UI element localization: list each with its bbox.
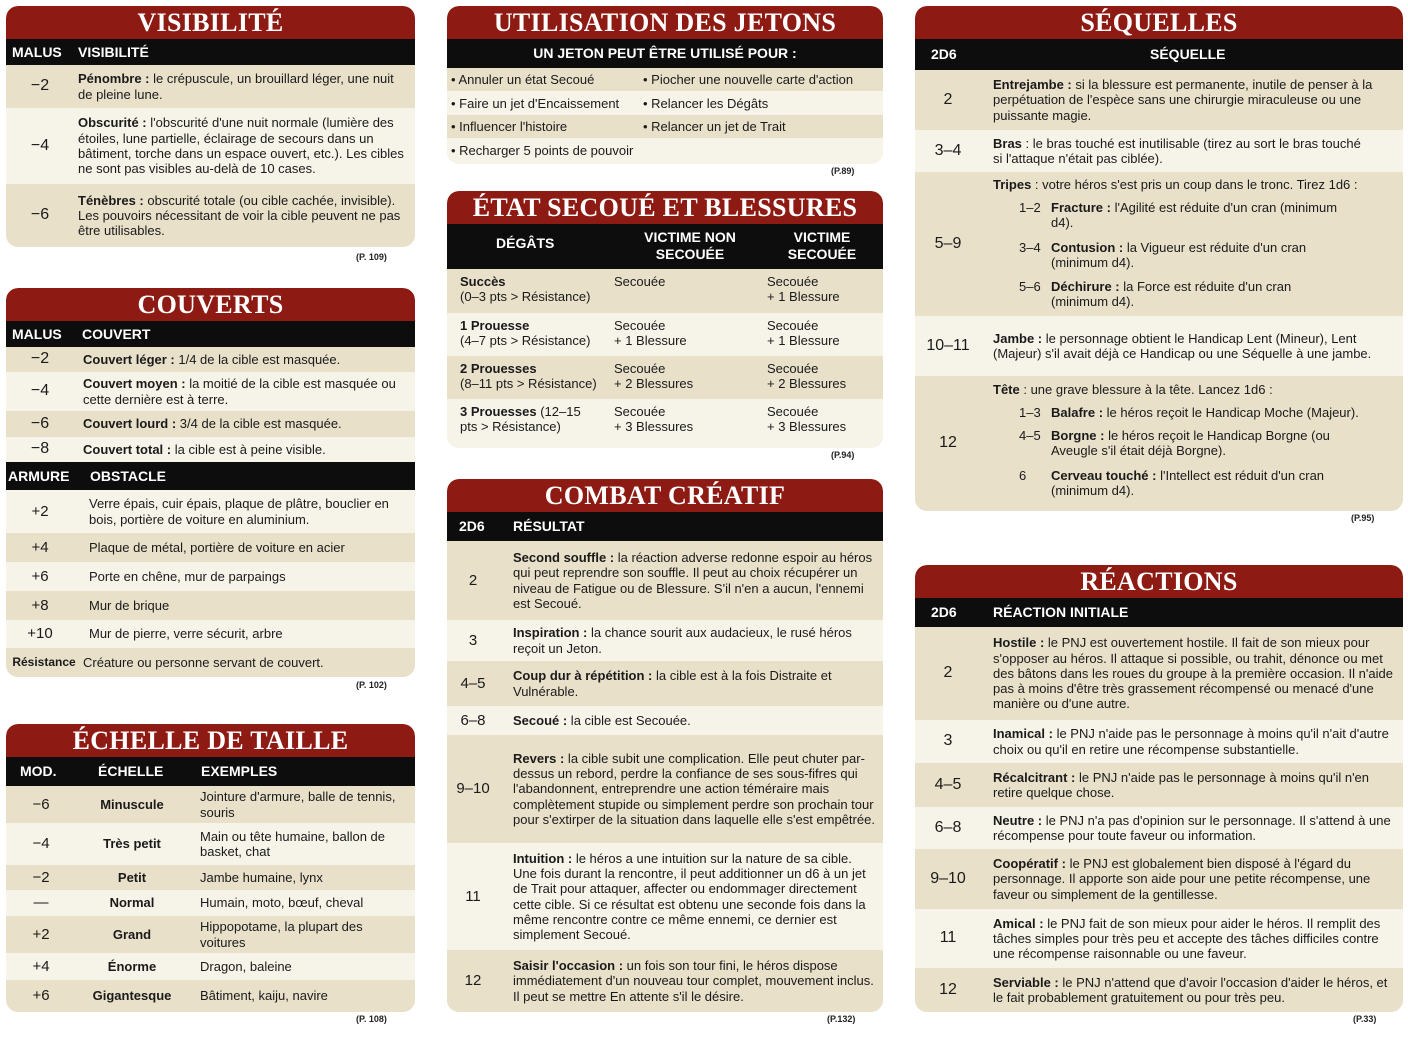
injuries-roll: 5–9 [934,234,962,252]
cover-text: la cible est à peine visible. [171,441,326,457]
reactions-header-initial: RÉACTION INITIALE [993,604,1129,620]
creative-combat-panel [447,479,883,1012]
tokens-panel [447,6,883,164]
size-examples: Humain, moto, bœuf, cheval [200,895,364,911]
injuries-row [915,130,1403,172]
injuries-sub-roll: 1–2 [1019,200,1041,215]
token-use-item: • Recharger 5 points de pouvoir [451,143,634,158]
combat-row [447,541,883,620]
combat-label: Secoué : [513,712,568,728]
size-mod: −2 [32,868,50,886]
reaction-label: Coopératif : [993,856,1066,871]
shaken-row [447,356,883,399]
armor-text: Mur de pierre, verre sécurit, arbre [89,626,283,642]
armor-row [6,562,415,591]
reactions-panel [915,565,1403,1012]
armor-header [6,462,415,490]
armor-value: +6 [31,567,49,585]
combat-header-2d6: 2D6 [459,518,485,534]
shaken-result-detail: (8–11 pts > Résistance) [460,376,597,392]
token-use-item: • Piocher une nouvelle carte d'action [643,72,854,87]
shaken-result-detail: (4–7 pts > Résistance) [460,333,591,349]
size-scale-panel [6,724,415,1012]
size-row [6,865,415,890]
combat-label: Revers : [513,750,565,766]
armor-row [6,533,415,562]
shaken-effect-extra: + 1 Blessure [767,333,840,349]
reactions-title: RÉACTIONS [915,565,1403,598]
shaken-effect: Secouée [767,361,819,376]
injuries-label: Tête [993,382,1020,397]
visibility-malus: −4 [30,136,50,154]
armor-row [6,490,415,533]
visibility-row [6,65,415,108]
not-shaken-effect-extra: + 1 Blessure [614,333,687,349]
armor-row [6,591,415,620]
reaction-label: Récalcitrant : [993,769,1076,785]
injuries-page-ref: (P.95) [1351,513,1375,523]
combat-row [447,706,883,735]
reaction-row [915,909,1403,968]
tokens-page-ref: (P.89) [831,166,855,176]
combat-roll: 4–5 [460,674,486,692]
reaction-label: Neutre : [993,812,1043,828]
size-header-examples: EXEMPLES [201,763,278,779]
size-scale: Grand [112,926,152,942]
reaction-roll: 11 [939,929,957,947]
shaken-result-range: (12–15 [536,404,581,419]
injuries-text: : une grave blessure à la tête. Lancez 1d6 : [1019,382,1273,397]
combat-text: la cible subit une complication. Elle peut chuter par-dessus un rebord, perdre la confiance de ses sous-fifres qui l'abandonnent, entreprendre une action téméraire mais complètement stupide ou simplement perdre son prochain tour pour s'extirper de la situation dans laquelle elle s'est empêtrée. [513,750,875,827]
size-mod: +2 [32,925,50,943]
visibility-malus: −6 [30,206,50,224]
combat-row [447,950,883,1012]
injuries-roll: 12 [939,434,957,452]
injuries-sub-roll: 3–4 [1019,240,1041,255]
visibility-header-visibility: VISIBILITÉ [78,44,149,60]
size-header-mod: MOD. [20,763,57,779]
combat-row [447,843,883,950]
cover-row [6,372,415,411]
visibility-panel [6,6,415,247]
token-use-item: • Relancer un jet de Trait [643,119,786,134]
size-scale-title: ÉCHELLE DE TAILLE [6,724,415,757]
cover-malus: −4 [30,382,50,400]
reaction-roll: 6–8 [934,818,962,836]
combat-text: un fois son tour fini, le héros dispose immédiatement d'un nouveau tour complet, mouvement inclus. Il peut se mettre En attente s'il le désire. [513,958,874,1004]
shaken-header-not-shaken-line2: SECOUÉE [655,246,725,262]
injuries-label: Tripes [993,177,1032,192]
shaken-header [447,224,883,269]
combat-label: Saisir l'occasion : [513,958,624,973]
cover-label: Couvert lourd : [83,416,177,432]
size-mod: — [33,894,49,912]
combat-row [447,661,883,706]
shaken-result-detail: pts > Résistance) [460,419,561,435]
combat-text: la cible est à la fois Distraite et Vulnérable. [513,668,832,699]
token-use-item: • Faire un jet d'Encaissement [451,96,620,111]
size-examples: Bâtiment, kaiju, navire [200,988,328,1004]
injuries-row [915,70,1403,130]
visibility-row [6,184,415,247]
visibility-text: l'obscurité d'une nuit normale (lumière des étoiles, lune partielle, éclairage de secours dans un bâtiment, torche dans un espace ouvert, etc.). Les cibles ne sont pas visibles au-delà de 10 cases. [78,115,404,177]
reaction-roll: 12 [939,980,957,998]
shaken-effect-extra: + 3 Blessures [767,419,847,435]
injuries-text: le personnage obtient le Handicap Lent (Mineur), Lent (Majeur) s'il avait déjà ce Handicap ou une Séquelle à une jambe. [993,330,1372,361]
shaken-result: 3 Prouesses [460,404,537,419]
size-mod: −4 [32,835,50,853]
cover-row [6,411,415,437]
reaction-roll: 4–5 [934,775,962,793]
cover-malus: −2 [30,350,50,368]
injuries-panel [915,6,1403,511]
visibility-label: Pénombre : [78,71,150,87]
shaken-header-shaken-line1: VICTIME [793,229,851,245]
combat-roll: 6–8 [460,711,486,729]
combat-text: la chance sourit aux audacieux, le rusé héros reçoit un Jeton. [513,625,852,656]
combat-roll: 12 [464,972,482,990]
injuries-sub-label: Cerveau touché : [1051,468,1157,483]
reaction-roll: 2 [943,664,953,682]
reaction-row [915,807,1403,849]
injuries-row [915,376,1403,511]
shaken-result: 2 Prouesses [460,361,537,376]
armor-row [6,648,415,677]
injuries-sub-roll: 1–3 [1019,405,1041,420]
creative-combat-title: COMBAT CRÉATIF [447,479,883,512]
injuries-sub-label: Borgne : [1051,428,1105,443]
injuries-text: : votre héros s'est pris un coup dans le tronc. Tirez 1d6 : [1031,177,1358,192]
shaken-effect-extra: + 2 Blessures [767,376,847,392]
injuries-sub-text: la Vigueur est réduite d'un cran (minimum d4). [1051,240,1307,271]
armor-value: Résistance [12,655,76,670]
cover-title: COUVERTS [6,288,415,321]
size-scale: Très petit [103,836,161,852]
visibility-page-ref: (P. 109) [356,252,387,262]
shaken-panel [447,191,883,448]
cover-row [6,437,415,462]
cover-row [6,347,415,372]
reaction-label: Serviable : [993,974,1059,990]
not-shaken-effect: Secouée [614,404,666,419]
injuries-label: Bras [993,135,1022,151]
cover-page-ref: (P. 102) [356,680,387,690]
token-use-item: • Annuler un état Secoué [451,72,595,87]
visibility-row [6,108,415,184]
combat-label: Coup dur à répétition : [513,668,653,684]
injuries-header [915,39,1403,70]
injuries-sub-text: l'Intellect est réduit d'un cran (minimum d4). [1051,468,1325,499]
injuries-sub-roll: 4–5 [1019,428,1041,443]
injuries-label: Entrejambe : [993,77,1072,92]
injuries-sub-label: Balafre : [1051,405,1104,420]
shaken-effect: Secouée [767,404,819,419]
shaken-result: 1 Prouesse [460,318,530,333]
not-shaken-effect-extra: + 3 Blessures [614,419,694,435]
size-row [6,953,415,980]
shaken-header-not-shaken [615,229,765,263]
size-row [6,823,415,865]
injuries-title: SÉQUELLES [915,6,1403,39]
visibility-text: le crépuscule, un brouillard léger, une nuit de pleine lune. [78,71,394,102]
cover-malus: −6 [30,414,50,432]
visibility-header-malus: MALUS [12,44,62,60]
armor-value: +10 [27,625,53,643]
shaken-result: Succès [460,274,506,289]
size-examples: Main ou tête humaine, ballon de basket, chat [200,828,386,859]
reaction-row [915,849,1403,909]
shaken-header-not-shaken-line1: VICTIME NON [644,229,736,245]
armor-text: Mur de brique [89,597,170,613]
shaken-effect-extra: + 1 Blessure [767,289,840,305]
size-scale-header [6,757,415,786]
not-shaken-effect: Secouée [614,274,666,289]
armor-header-armor: ARMURE [8,468,70,484]
size-mod: +6 [32,987,50,1005]
shaken-page-ref: (P.94) [831,450,855,460]
injuries-header-2d6: 2D6 [931,46,957,62]
shaken-header-shaken [763,229,881,263]
reaction-row [915,627,1403,720]
reaction-roll: 3 [943,732,953,750]
combat-roll: 9–10 [456,780,490,798]
armor-value: +8 [31,596,49,614]
size-scale: Minuscule [100,796,164,812]
injuries-sub-roll: 5–6 [1019,279,1041,294]
combat-roll: 11 [465,887,481,905]
injuries-row [915,172,1403,316]
reaction-label: Hostile : [993,635,1045,651]
size-row [6,786,415,823]
armor-text: Porte en chêne, mur de parpaings [89,568,286,584]
cover-header-cover: COUVERT [82,326,151,342]
combat-header-result: RÉSULTAT [513,518,585,534]
size-mod: −6 [32,795,50,813]
armor-text: Verre épais, cuir épais, plaque de plâtre, bouclier en bois, portière de voiture en aluminium. [89,496,389,527]
injuries-sub-text: la Force est réduite d'un cran (minimum d4). [1051,279,1292,310]
cover-panel [6,288,415,677]
injuries-sub-roll: 6 [1019,468,1027,483]
armor-header-obstacle: OBSTACLE [90,468,166,484]
shaken-header-shaken-line2: SECOUÉE [787,246,857,262]
reactions-header [915,598,1403,627]
reaction-row [915,968,1403,1012]
size-scale: Énorme [107,958,157,974]
armor-text: Créature ou personne servant de couvert. [83,654,324,670]
cover-label: Couvert léger : [83,351,175,367]
reaction-text: le PNJ est ouvertement hostile. Il fait de son mieux pour s'opposer au héros. Il attaque si possible, ou trahit, dénonce ou met des bâtons dans les roues du groupe à la première occasion. Il n'aide pas à moins d'être très grassement récompensé ou menacé d'une manière ou d'une autre. [993,635,1393,712]
injuries-roll: 2 [943,90,953,108]
combat-label: Intuition : [513,850,573,866]
size-scale-page-ref: (P. 108) [356,1014,387,1024]
creative-combat-header [447,512,883,541]
creative-combat-page-ref: (P.132) [827,1014,856,1024]
size-row [6,980,415,1012]
injuries-roll: 3–4 [934,141,962,159]
shaken-effect: Secouée [767,274,819,289]
cover-header [6,321,415,347]
injuries-label: Jambe : [993,330,1043,346]
not-shaken-effect: Secouée [614,361,666,376]
reaction-text: le PNJ n'a pas d'opinion sur le personnage. Il s'attend à une récompense pour toute faveur ou information. [993,812,1391,843]
reaction-text: le PNJ n'aide pas le personnage à moins qu'il n'ait d'autre choix ou qu'il en retire une récompense substantielle. [993,726,1389,757]
armor-row [6,620,415,648]
token-use-item: • Influencer l'histoire [451,119,568,134]
cover-text: la moitié de la cible est masquée ou cette dernière est à terre. [83,376,396,407]
size-row [6,916,415,953]
visibility-text: obscurité totale (ou cible cachée, invisible). Les pouvoirs nécessitant de voir la cible peuvent ne pas être utilisables. [78,192,401,239]
reactions-page-ref: (P.33) [1353,1014,1377,1024]
reaction-text: le PNJ fait de son mieux pour aider le héros. Il remplit des tâches simples pour très peu et accepte des tâches difficiles contre une récompense raisonnable ou une faveur. [993,915,1381,962]
shaken-title: ÉTAT SECOUÉ ET BLESSURES [447,191,883,224]
tokens-title: UTILISATION DES JETONS [447,6,883,39]
size-scale: Petit [117,869,147,885]
tokens-list [447,68,883,162]
combat-text: la réaction adverse redonne espoir au héros qui peut reprendre son souffle. Il peut au choix récupérer un niveau de Fatigue ou de Blessure. S'il n'en a aucun, l'ennemi est Secoué. [513,549,873,611]
size-row [6,890,415,916]
reaction-label: Amical : [993,915,1044,931]
size-examples: Jambe humaine, lynx [200,869,323,885]
size-examples: Hippopotame, la plupart des voitures [200,919,363,950]
armor-value: +4 [31,538,49,556]
combat-text: le héros a une intuition sur la nature de sa cible. Une fois durant la rencontre, il peut additionner un d6 à un jet de Trait pour attaquer, affecter ou endommager directement cette cible. Si ce résultat est obtenu une seconde fois dans la même rencontre contre ce même ennemi, ce dernier est simplement Secoué. [513,850,866,943]
combat-row [447,620,883,661]
reactions-header-2d6: 2D6 [931,604,957,620]
cover-label: Couvert total : [83,441,172,457]
visibility-title: VISIBILITÉ [6,6,415,39]
combat-label: Inspiration : [513,625,588,641]
injuries-roll: 10–11 [926,336,970,354]
reaction-text: le PNJ n'attend que d'avoir l'occasion d'aider le héros, et le fait probablement gratuitement ou pour très peu. [993,974,1388,1005]
combat-roll: 3 [468,631,478,649]
size-examples: Jointure d'armure, balle de tennis, souris [200,789,396,820]
reaction-roll: 9–10 [930,869,966,887]
size-header-scale: ÉCHELLE [98,763,164,779]
cover-malus: −8 [30,440,50,458]
shaken-result-detail: (0–3 pts > Résistance) [460,289,591,305]
injuries-sub-text: le héros reçoit le Handicap Moche (Majeur). [1103,405,1359,420]
injuries-text: si la blessure est permanente, inutile de penser à la perpétuation de l'espèce sans une chirurgie miraculeuse ou une puissante magie. [993,77,1373,123]
combat-roll: 2 [468,571,478,589]
size-mod: +4 [32,957,50,975]
injuries-sub-label: Contusion : [1051,240,1124,255]
shaken-row [447,269,883,313]
visibility-header [6,39,415,65]
combat-row [447,735,883,843]
visibility-label: Obscurité : [78,115,147,131]
visibility-malus: −2 [30,77,50,95]
shaken-row [447,399,883,447]
size-examples: Dragon, baleine [200,958,292,974]
cover-text: 3/4 de la cible est masquée. [176,416,342,432]
injuries-row [915,316,1403,376]
not-shaken-effect-extra: + 2 Blessures [614,376,694,392]
size-scale: Normal [109,895,155,911]
combat-label: Second souffle : [513,549,615,565]
tokens-subheader: UN JETON PEUT ÊTRE UTILISÉ POUR : [447,39,883,68]
size-scale: Gigantesque [92,988,172,1004]
combat-text: la cible est Secouée. [567,712,691,728]
token-use-item: • Relancer les Dégâts [643,96,769,111]
injuries-sub-text: l'Agilité est réduite d'un cran (minimum d4). [1051,200,1338,231]
injuries-header-injury: SÉQUELLE [1150,46,1226,62]
reaction-row [915,763,1403,807]
armor-value: +2 [31,502,49,520]
shaken-row [447,313,883,356]
reaction-row [915,720,1403,763]
not-shaken-effect: Secouée [614,318,666,333]
visibility-label: Ténèbres : [78,192,144,208]
reaction-label: Inamical : [993,726,1053,742]
injuries-text: : le bras touché est inutilisable (tirez au sort le bras touché si l'attaque n'était pas ciblée). [993,135,1361,166]
injuries-sub-text: le héros reçoit le Handicap Borgne (ou Aveugle s'il était déjà Borgne). [1051,428,1330,459]
injuries-sub-label: Fracture : [1051,200,1111,215]
shaken-effect: Secouée [767,318,819,333]
armor-text: Plaque de métal, portière de voiture en acier [89,539,345,555]
reaction-text: le PNJ est globalement bien disposé à l'égard du personnage. Il apporte son aide pour une petite récompense, une faveur ou simplement de la gentillesse. [993,856,1371,902]
cover-header-malus: MALUS [12,326,62,342]
shaken-header-damage: DÉGÂTS [496,235,555,251]
injuries-sub-label: Déchirure : [1051,279,1120,294]
cover-label: Couvert moyen : [83,376,186,392]
cover-text: 1/4 de la cible est masquée. [174,351,341,367]
reaction-text: le PNJ n'aide pas le personnage à moins qu'il n'en retire quelque chose. [993,769,1370,800]
